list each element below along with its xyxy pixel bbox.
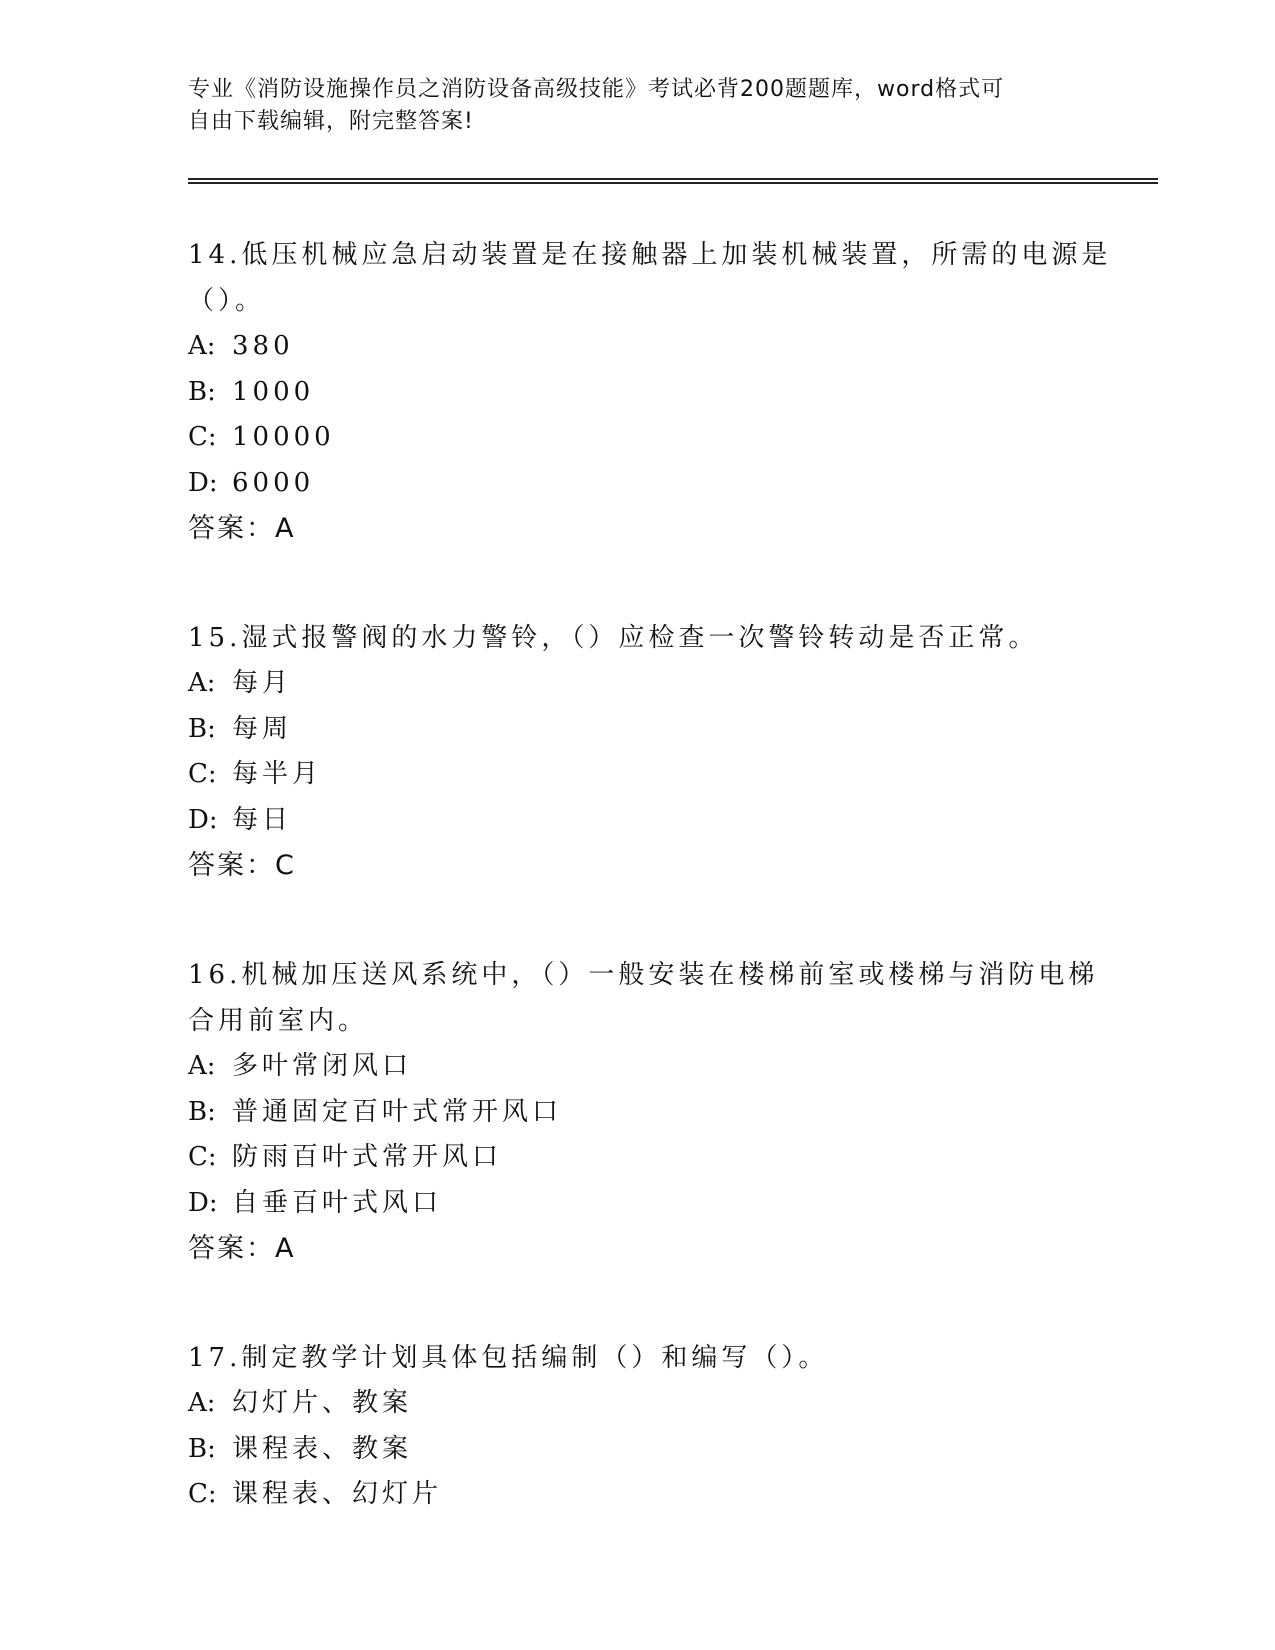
question-stem-line-1: 16.机械加压送风系统中，（）一般安装在楼梯前室或楼梯与消防电梯 <box>188 960 1099 990</box>
answer-line: 答案：A <box>188 513 296 544</box>
option-letter: C: <box>188 1142 217 1172</box>
question-stem-line-1: 15.湿式报警阀的水力警铃，（）应检查一次警铃转动是否正常。 <box>188 623 1039 653</box>
option-text: 10000 <box>232 422 335 452</box>
question-stem-line-1: 14.低压机械应急启动装置是在接触器上加装机械装置，所需的电源是 <box>188 240 1112 270</box>
option-a <box>188 324 1088 370</box>
option-text: 每日 <box>232 804 293 835</box>
option-letter: A: <box>188 331 216 361</box>
option-a <box>188 661 1088 707</box>
option-letter: A: <box>188 1051 216 1081</box>
option-letter: D: <box>188 804 218 835</box>
document-header <box>188 74 1068 138</box>
question-stem-line-2: （）。 <box>188 286 266 316</box>
option-text: 课程表、幻灯片 <box>232 1479 443 1509</box>
header-divider <box>188 178 1158 184</box>
answer-line: 答案：A <box>188 1233 296 1264</box>
option-letter: C: <box>188 1479 217 1509</box>
question-16 <box>188 952 1099 1272</box>
option-text: 多叶常闭风口 <box>232 1051 413 1081</box>
option-letter: A: <box>188 668 216 698</box>
question-14 <box>188 232 1112 552</box>
option-text: 普通固定百叶式常开风口 <box>232 1096 563 1127</box>
option-a <box>188 1381 1088 1427</box>
option-letter: C: <box>188 759 217 789</box>
option-c <box>188 1472 1088 1518</box>
option-text: 防雨百叶式常开风口 <box>232 1142 503 1172</box>
option-letter: B: <box>188 376 216 407</box>
option-text: 6000 <box>232 467 315 498</box>
option-text: 1000 <box>232 376 315 407</box>
option-text: 每月 <box>232 668 293 698</box>
option-letter: B: <box>188 1096 216 1127</box>
question-15 <box>188 615 1088 889</box>
option-text: 自垂百叶式风口 <box>232 1187 443 1218</box>
option-text: 课程表、教案 <box>232 1433 413 1464</box>
header-line-1: 专业《消防设施操作员之消防设备高级技能》考试必背200题题库，word格式可 <box>188 77 1005 102</box>
option-d <box>188 1181 1088 1227</box>
question-list <box>188 232 1112 1581</box>
header-line-2: 自由下载编辑，附完整答案! <box>188 109 474 134</box>
option-a <box>188 1044 1088 1090</box>
option-b <box>188 1090 1088 1136</box>
option-text: 380 <box>232 331 294 361</box>
option-letter: B: <box>188 713 216 744</box>
question-stem-line-2: 合用前室内。 <box>188 1006 369 1036</box>
option-c <box>188 415 1088 461</box>
question-17 <box>188 1335 1088 1518</box>
option-letter: C: <box>188 422 217 452</box>
option-letter: B: <box>188 1433 216 1464</box>
option-text: 每周 <box>232 713 293 744</box>
option-text: 幻灯片、教案 <box>232 1388 413 1418</box>
option-d <box>188 461 1088 507</box>
option-b <box>188 707 1088 753</box>
option-letter: D: <box>188 1187 218 1218</box>
option-letter: A: <box>188 1388 216 1418</box>
option-d <box>188 798 1088 844</box>
option-letter: D: <box>188 467 218 498</box>
answer-line: 答案：C <box>188 850 296 881</box>
option-b <box>188 1427 1088 1473</box>
question-stem-line-1: 17.制定教学计划具体包括编制（）和编写（）。 <box>188 1343 829 1373</box>
option-c <box>188 752 1088 798</box>
option-c <box>188 1135 1088 1181</box>
option-text: 每半月 <box>232 759 323 789</box>
option-b <box>188 370 1088 416</box>
